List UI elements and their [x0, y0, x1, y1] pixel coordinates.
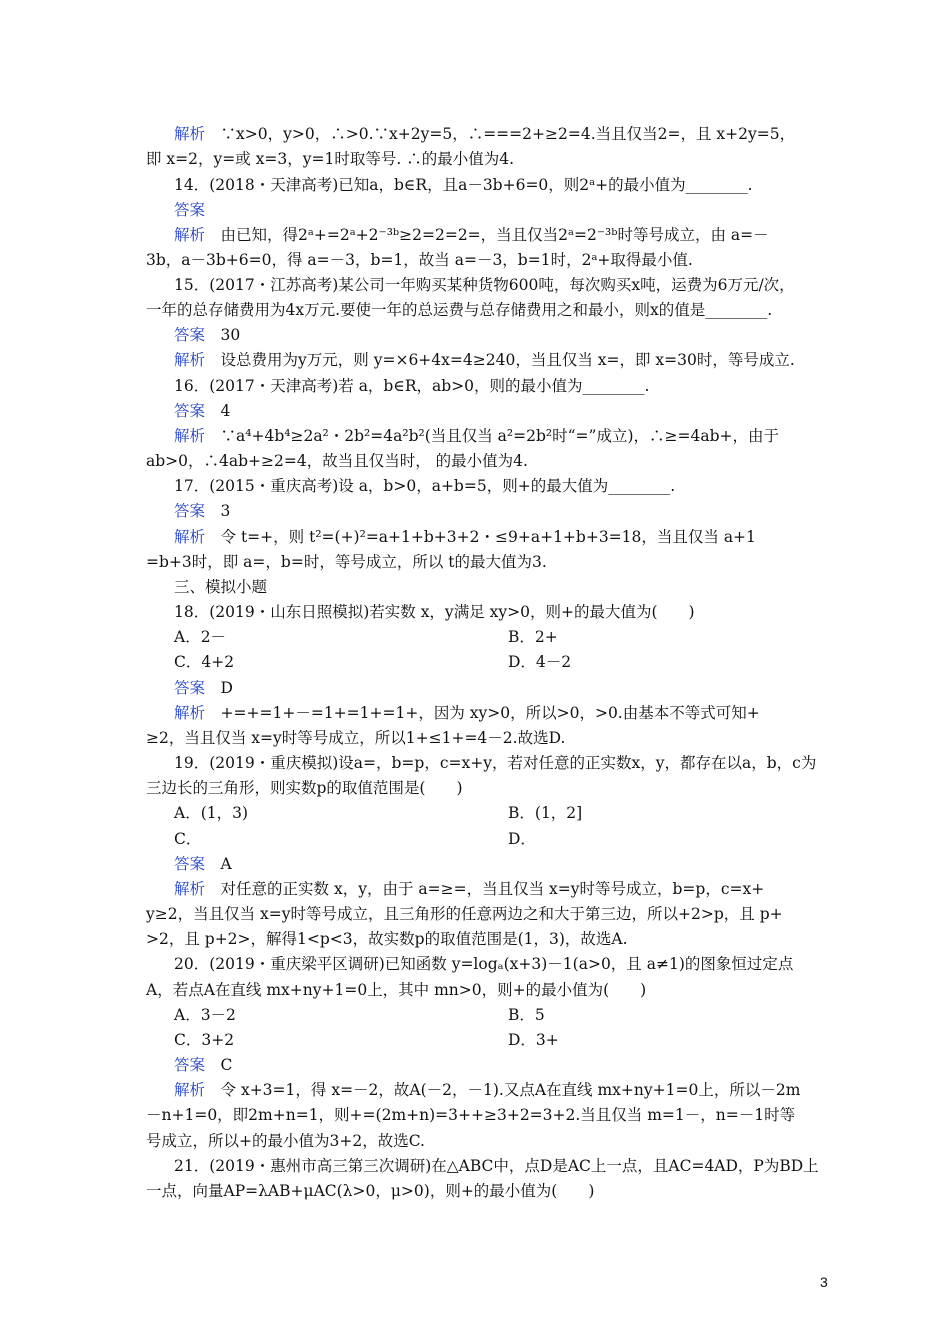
solution-19-line-2: y≥2，当且仅当 x=y时等号成立，且三角形的任意两边之和大于第三边，所以+2>p，且 p+ [146, 905, 783, 923]
option-19-d: D． [508, 830, 536, 848]
solution-14-line-2: 3b，a－3b+6=0，得 a=－3，b=1，故当 a=－3，b=1时，2ᵃ+取得最小值. [146, 251, 693, 269]
answer-label: 答案 [174, 679, 206, 697]
analysis-label: 解析 [174, 880, 206, 898]
answer-20: 答案 C [174, 1056, 233, 1074]
question-19-line-1: 19．(2019・重庆模拟)设a=，b=p，c=x+y，若对任意的正实数x，y，都存在以a，b，c为 [174, 754, 817, 772]
solution-16-line-1: 解析 ∵a⁴+4b⁴≥2a²・2b²=4a²b²(当且仅当 a²=2b²时“=”成立)，∴≥=4ab+，由于 [174, 427, 779, 445]
solution-18-line-2: ≥2，当且仅当 x=y时等号成立，所以1+≤1+=4－2.故选D. [146, 729, 566, 747]
question-21-line-2: 一点，向量AP=λAB+μAC(λ>0，μ>0)，则+的最小值为( ) [146, 1182, 595, 1200]
solution-20-line-1: 解析 令 x+3=1，得 x=－2，故A(－2，－1).又点A在直线 mx+ny+1=0上，所以－2m [174, 1081, 801, 1099]
option-20-a: A．3－2 [174, 1006, 236, 1024]
answer-label: 答案 [174, 855, 206, 873]
analysis-label: 解析 [174, 125, 206, 143]
solution-16-line-2: ab>0，∴4ab+≥2=4，故当且仅当时， 的最小值为4. [146, 452, 528, 470]
solution-18-line-1: 解析 +=+=1+－=1+=1+=1+，因为 xy>0，所以>0，>0.由基本不等式可知+ [174, 704, 760, 722]
question-21-line-1: 21．(2019・惠州市高三第三次调研)在△ABC中，点D是AC上一点，且AC=4AD，P为BD上 [174, 1157, 819, 1175]
solution-19-line-1: 解析 对任意的正实数 x，y，由于 a=≥=，当且仅当 x=y时等号成立，b=p，c=x+ [174, 880, 765, 898]
section-heading: 三、模拟小题 [174, 578, 268, 596]
solution-20-line-2: －n+1=0，即2m+n=1，则+=(2m+n)=3++≥3+2=3+2.当且仅当 m=1－，n=－1时等 [146, 1106, 796, 1124]
answer-label: 答案 [174, 1056, 206, 1074]
solution-14-line-1: 解析 由已知，得2ᵃ+=2ᵃ+2⁻³ᵇ≥2=2=2=，当且仅当2ᵃ=2⁻³ᵇ时等号成立，由 a=－ [174, 226, 769, 244]
question-20-line-2: A，若点A在直线 mx+ny+1=0上，其中 mn>0，则+的最小值为( ) [146, 981, 647, 999]
question-19-line-2: 三边长的三角形，则实数p的取值范围是( ) [146, 779, 463, 797]
analysis-label: 解析 [174, 226, 206, 244]
question-16: 16．(2017・天津高考)若 a，b∈R，ab>0，则的最小值为________. [174, 377, 650, 395]
solution-17-line-1: 解析 令 t=+，则 t²=(+)²=a+1+b+3+2・≤9+a+1+b+3=18，当且仅当 a+1 [174, 528, 756, 546]
solution-13-line-1: 解析 ∵x>0，y>0，∴>0.∵x+2y=5，∴===2+≥2=4.当且仅当2=，且 x+2y=5， [174, 125, 796, 143]
solution-13-line-2: 即 x=2，y=或 x=3，y=1时取等号. ∴的最小值为4. [146, 150, 515, 168]
option-19-c: C． [174, 830, 202, 848]
question-15-line-1: 15．(2017・江苏高考)某公司一年购买某种货物600吨，每次购买x吨，运费为6万元/次， [174, 276, 795, 294]
analysis-label: 解析 [174, 704, 206, 722]
option-18-c: C．4+2 [174, 653, 235, 671]
question-15-line-2: 一年的总存储费用为4x万元.要使一年的总运费与总存储费用之和最小，则x的值是________. [146, 301, 773, 319]
answer-label: 答案 [174, 201, 206, 219]
analysis-label: 解析 [174, 427, 206, 445]
answer-19: 答案 A [174, 855, 232, 873]
answer-18: 答案 D [174, 679, 233, 697]
option-18-d: D．4－2 [508, 653, 572, 671]
analysis-label: 解析 [174, 528, 206, 546]
option-18-b: B．2+ [508, 628, 558, 646]
answer-14 [174, 200, 221, 220]
option-18-a: A．2－ [174, 628, 227, 646]
question-17: 17．(2015・重庆高考)设 a，b>0，a+b=5，则+的最大值为________. [174, 477, 676, 495]
option-20-c: C．3+2 [174, 1031, 235, 1049]
answer-16: 答案 4 [174, 402, 231, 420]
option-20-d: D．3+ [508, 1031, 559, 1049]
solution-19-line-3: >2，且 p+2>，解得1<p<3，故实数p的取值范围是(1，3)，故选A. [146, 930, 628, 948]
question-14: 14．(2018・天津高考)已知a，b∈R，且a－3b+6=0，则2ᵃ+的最小值为________. [174, 176, 753, 194]
answer-label: 答案 [174, 326, 206, 344]
question-20-line-1: 20．(2019・重庆梁平区调研)已知函数 y=logₐ(x+3)－1(a>0，且 a≠1)的图象恒过定点 [174, 955, 794, 973]
page-number: 3 [820, 1274, 828, 1290]
answer-15: 答案 30 [174, 326, 241, 344]
analysis-label: 解析 [174, 351, 206, 369]
option-20-b: B．5 [508, 1006, 545, 1024]
solution-20-line-3: 号成立，所以+的最小值为3+2，故选C. [146, 1132, 425, 1150]
question-18: 18．(2019・山东日照模拟)若实数 x，y满足 xy>0，则+的最大值为( ) [174, 603, 695, 621]
answer-label: 答案 [174, 402, 206, 420]
answer-17: 答案 3 [174, 502, 231, 520]
solution-17-line-2: =b+3时，即 a=，b=时，等号成立，所以 t的最大值为3. [146, 553, 547, 571]
solution-15: 解析 设总费用为y万元，则 y=×6+4x=4≥240，当且仅当 x=，即 x=30时，等号成立. [174, 351, 795, 369]
analysis-label: 解析 [174, 1081, 206, 1099]
option-19-b: B．(1，2] [508, 804, 583, 822]
option-19-a: A．(1，3) [174, 804, 249, 822]
answer-label: 答案 [174, 502, 206, 520]
